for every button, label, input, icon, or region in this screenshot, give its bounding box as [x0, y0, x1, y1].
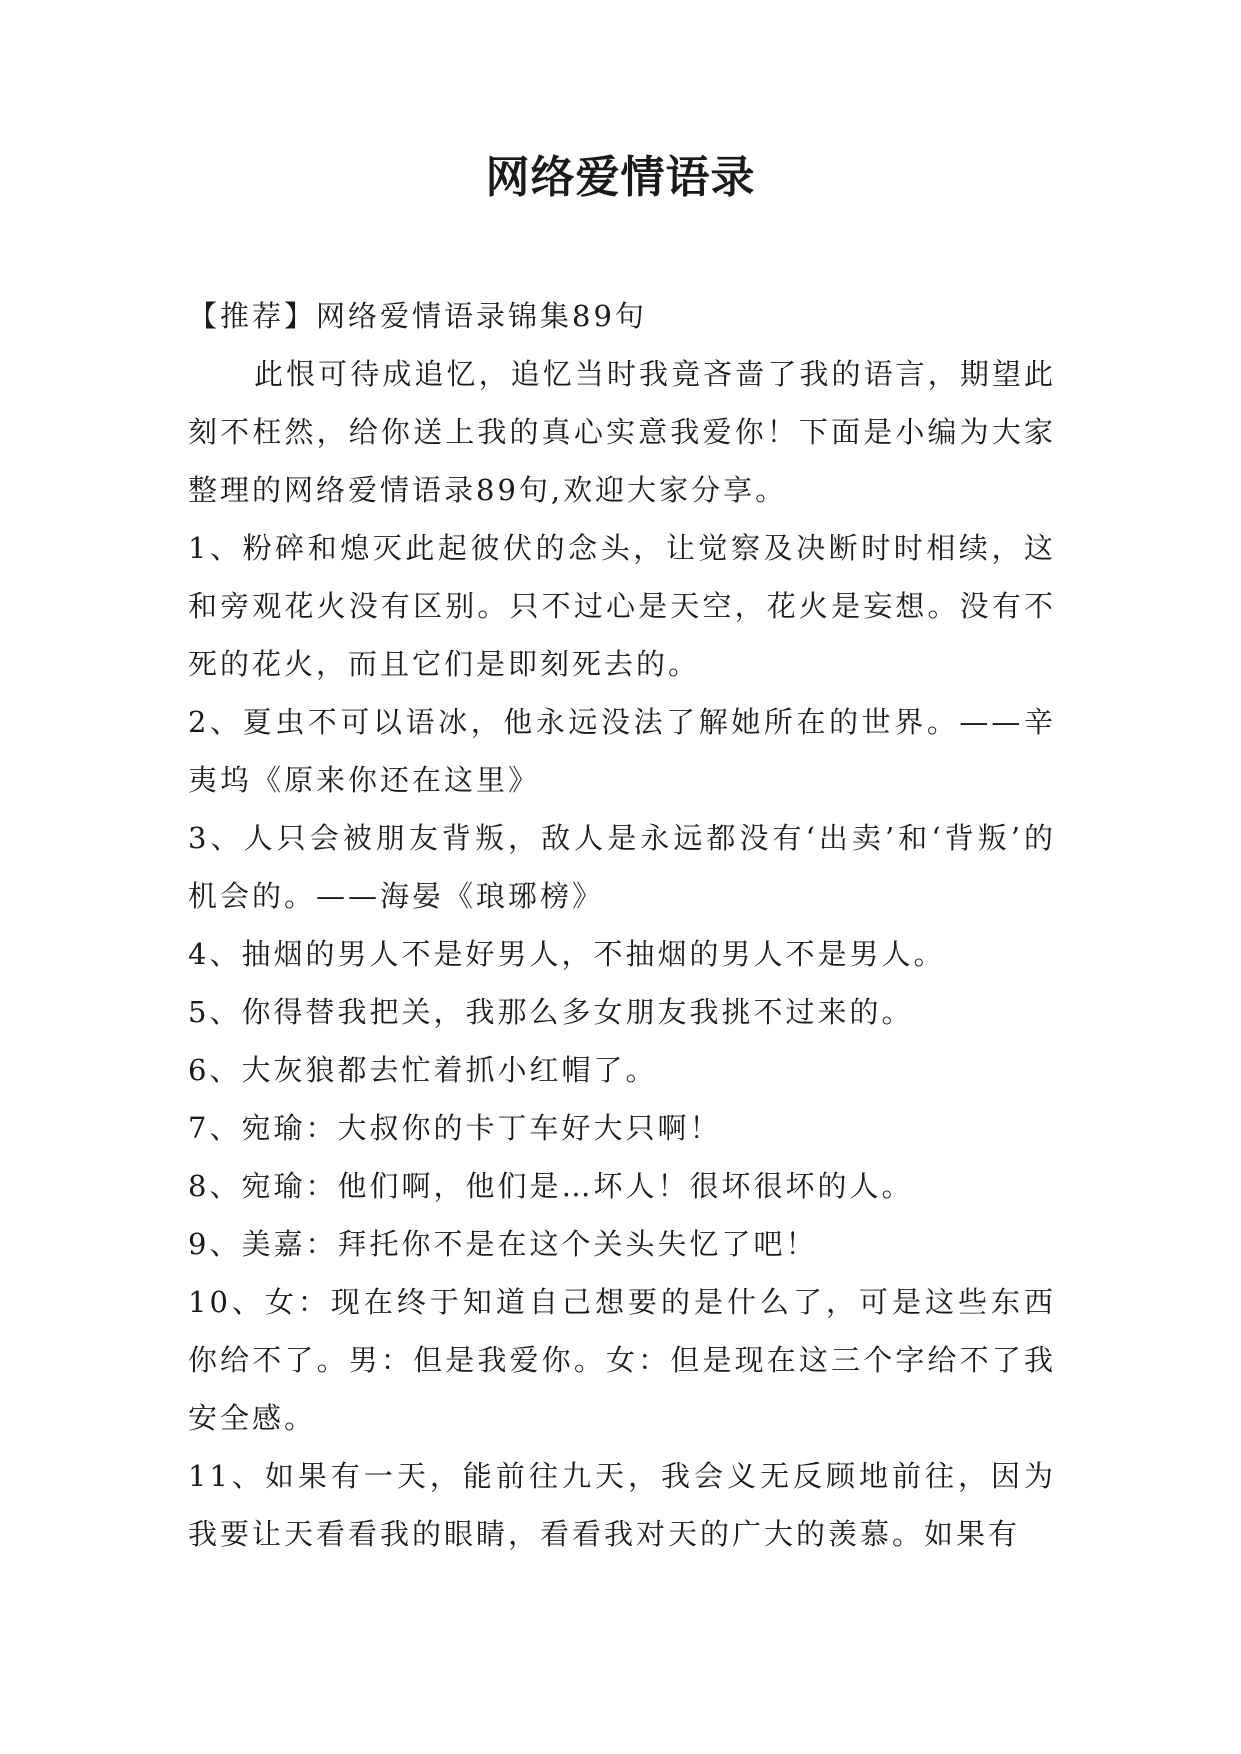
quote-item-4: 4、抽烟的男人不是好男人，不抽烟的男人不是男人。: [188, 937, 946, 971]
quote-item-11: 11、如果有一天，能前往九天，我会义无反顾地前往，因为我要让天看看我的眼睛，看看我对天的广大的羡慕。如果有: [188, 1459, 1056, 1551]
quote-item-3: 3、人只会被朋友背叛，敌人是永远都没有‘出卖’和‘背叛’的机会的。——海晏《琅琊榜》: [188, 821, 1056, 913]
quote-item-10: 10、女：现在终于知道自己想要的是什么了，可是这些东西你给不了。男：但是我爱你。女：但是现在这三个字给不了我安全感。: [188, 1285, 1056, 1435]
quote-item-6: 6、大灰狼都去忙着抓小红帽了。: [188, 1053, 658, 1087]
quote-item-1: 1、粉碎和熄灭此起彼伏的念头，让觉察及决断时时相续，这和旁观花火没有区别。只不过心是天空，花火是妄想。没有不死的花火，而且它们是即刻死去的。: [188, 531, 1056, 681]
document-title: 网络爱情语录: [485, 152, 756, 203]
quote-item-5: 5、你得替我把关，我那么多女朋友我挑不过来的。: [188, 995, 914, 1029]
intro-paragraph: 此恨可待成追忆，追忆当时我竟吝啬了我的语言，期望此刻不枉然，给你送上我的真心实意我爱你！下面是小编为大家整理的网络爱情语录89句,欢迎大家分享。: [188, 357, 1056, 507]
quote-item-7: 7、宛瑜：大叔你的卡丁车好大只啊！: [188, 1111, 722, 1145]
document-body: [188, 287, 1056, 1563]
quote-item-9: 9、美嘉：拜托你不是在这个关头失忆了吧！: [188, 1227, 818, 1261]
quote-item-8: 8、宛瑜：他们啊，他们是…坏人！很坏很坏的人。: [188, 1169, 914, 1203]
document-subtitle: 【推荐】网络爱情语录锦集89句: [188, 299, 647, 333]
quote-item-2: 2、夏虫不可以语冰，他永远没法了解她所在的世界。——辛夷坞《原来你还在这里》: [188, 705, 1056, 797]
